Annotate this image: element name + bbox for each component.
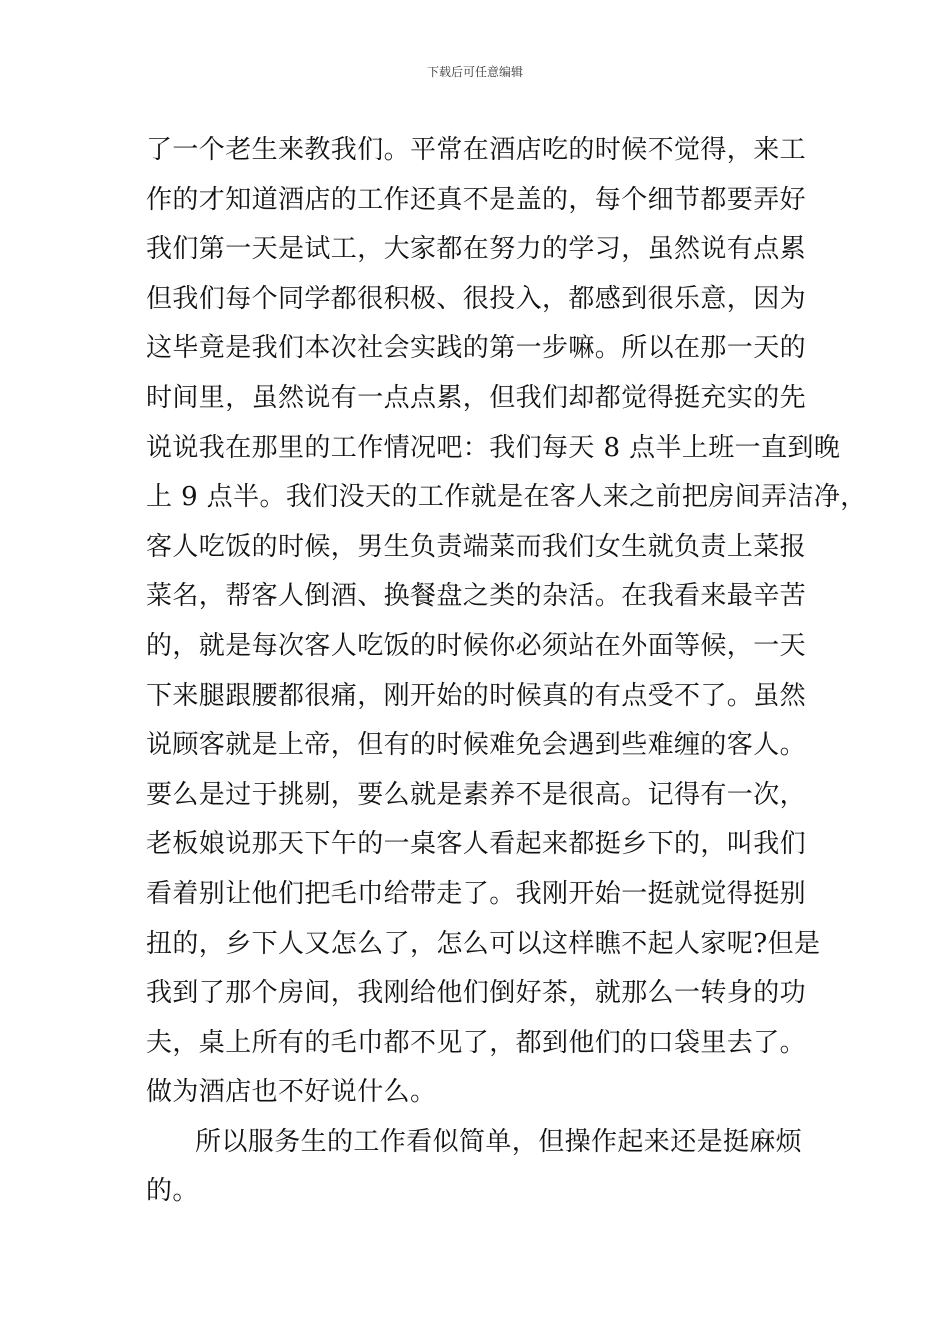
text-line: 了一个老生来教我们。平常在酒店吃的时候不觉得，来工 <box>146 135 807 165</box>
text-line: 夫，桌上所有的毛巾都不见了，都到他们的口袋里去了。 <box>146 1027 807 1058</box>
paragraph <box>146 126 867 1118</box>
text-line: 我到了那个房间，我刚给他们倒好茶，就那么一转身的功 <box>146 978 807 1009</box>
text-line: 做为酒店也不好说什么。 <box>146 1077 437 1108</box>
text-line: 的。 <box>146 1176 199 1207</box>
text-line: 的，就是每次客人吃饭的时候你必须站在外面等候，一天 <box>146 630 807 661</box>
text-line: 要么是过于挑剔，要么就是素养不是很高。记得有一次， <box>146 779 807 810</box>
text-line: 客人吃饭的时候，男生负责端菜而我们女生就负责上菜报 <box>146 531 807 562</box>
text-line: 老板娘说那天下午的一桌客人看起来都挺乡下的，叫我们 <box>146 829 807 860</box>
text-line: 下来腿跟腰都很痛，刚开始的时候真的有点受不了。虽然 <box>146 680 807 711</box>
text-line: 所以服务生的工作看似简单，但操作起来还是挺麻烦 <box>195 1126 803 1157</box>
text-line: 这毕竟是我们本次社会实践的第一步嘛。所以在那一天的 <box>146 333 807 364</box>
text-line: 作的才知道酒店的工作还真不是盖的，每个细节都要弄好 <box>146 184 807 215</box>
text-line: 扭的，乡下人又怎么了，怎么可以这样瞧不起人家呢?但是 <box>146 928 821 959</box>
body-text <box>146 126 867 1217</box>
paragraph <box>146 1118 826 1217</box>
text-line: 我们第一天是试工，大家都在努力的学习，虽然说有点累 <box>146 234 807 265</box>
text-line: 说顾客就是上帝，但有的时候难免会遇到些难缠的客人。 <box>146 730 807 761</box>
text-line: 菜名，帮客人倒酒、换餐盘之类的杂活。在我看来最辛苦 <box>146 581 807 612</box>
text-line: 上 9 点半。我们没天的工作就是在客人来之前把房间弄洁净， <box>146 482 867 513</box>
text-line: 看着别让他们把毛巾给带走了。我刚开始一挺就觉得挺别 <box>146 878 807 909</box>
text-line: 说说我在那里的工作情况吧：我们每天 8 点半上班一直到晚 <box>146 432 841 463</box>
text-line: 但我们每个同学都很积极、很投入，都感到很乐意，因为 <box>146 283 807 314</box>
page-header: 下载后可任意编辑 <box>426 65 523 79</box>
text-line: 时间里，虽然说有一点点累，但我们却都觉得挺充实的先 <box>146 382 807 413</box>
